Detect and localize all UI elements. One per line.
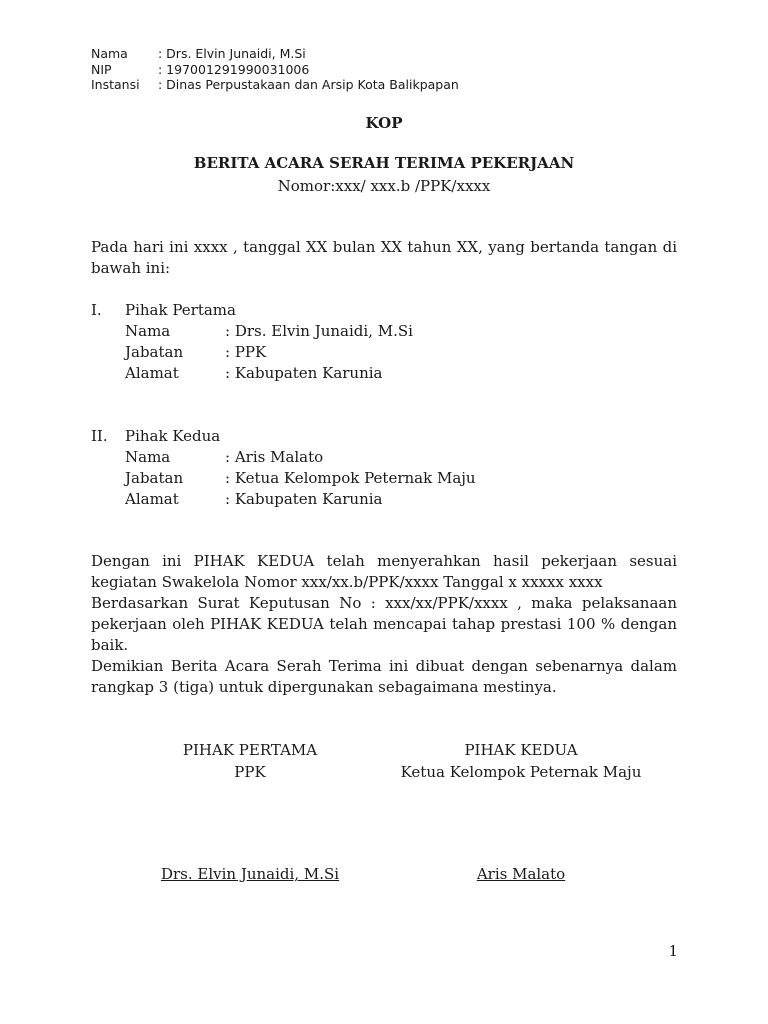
meta-row-nip: [91, 62, 459, 78]
signature-second-name: Aris Malato: [476, 865, 566, 883]
party-first-heading-row: [91, 300, 413, 321]
party-second-nama-value: : Aris Malato: [225, 448, 324, 466]
meta-instansi-label: Instansi: [91, 77, 140, 92]
party-second-number: II.: [91, 427, 108, 445]
party-second-jabatan-value: : Ketua Kelompok Peternak Maju: [225, 469, 476, 487]
party-first-heading: Pihak Pertama: [125, 301, 236, 319]
kop-heading: KOP: [365, 114, 403, 132]
party-second-jabatan-row: [125, 468, 476, 489]
party-first-alamat-value: : Kabupaten Karunia: [225, 364, 383, 382]
party-second-alamat-row: [125, 489, 476, 510]
meta-row-instansi: [91, 77, 459, 93]
party-first-nama-label: Nama: [125, 322, 171, 340]
party-second-nama-row: [125, 447, 476, 468]
party-second-alamat-value: : Kabupaten Karunia: [225, 490, 383, 508]
party-second-fields: [125, 447, 476, 510]
document-number: Nomor:xxx/ xxx.b /PPK/xxxx: [277, 177, 491, 195]
document-title: BERITA ACARA SERAH TERIMA PEKERJAAN: [193, 154, 575, 172]
meta-name-label: Nama: [91, 46, 128, 61]
party-first-jabatan-value: : PPK: [225, 343, 267, 361]
party-second-heading: Pihak Kedua: [125, 427, 221, 445]
party-first-alamat-label: Alamat: [125, 364, 179, 382]
party-second-nama-label: Nama: [125, 448, 171, 466]
meta-instansi-value: : Dinas Perpustakaan dan Arsip Kota Balikpapan: [158, 77, 459, 92]
party-first-nama-value: : Drs. Elvin Junaidi, M.Si: [225, 322, 413, 340]
party-first-number: I.: [91, 301, 102, 319]
party-second-alamat-label: Alamat: [125, 490, 179, 508]
signature-block-second: [391, 739, 651, 883]
body-paragraphs: [91, 551, 677, 698]
party-second: [91, 426, 476, 510]
intro-paragraph: [91, 237, 677, 279]
signature-first-title: PIHAK PERTAMA: [182, 741, 318, 759]
meta-name-value: : Drs. Elvin Junaidi, M.Si: [158, 46, 306, 61]
body-paragraph-decision: Berdasarkan Surat Keputusan No : xxx/xx/PPK/xxxx , maka pelaksanaan pekerjaan oleh PIHAK KEDUA telah mencapai tahap prestasi 100 % dengan baik.: [91, 594, 677, 654]
party-first-jabatan-row: [125, 342, 413, 363]
author-meta-block: [91, 46, 459, 93]
meta-nip-value: : 197001291990031006: [158, 61, 310, 77]
signature-second-title: PIHAK KEDUA: [464, 741, 578, 759]
party-first-nama-row: [125, 321, 413, 342]
signature-first-name: Drs. Elvin Junaidi, M.Si: [160, 865, 340, 883]
intro-text: Pada hari ini xxxx , tanggal XX bulan XX tahun XX, yang bertanda tangan di bawah ini:: [91, 238, 677, 277]
body-paragraph-handover: Dengan ini PIHAK KEDUA telah menyerahkan hasil pekerjaan sesuai kegiatan Swakelola Nomor xxx/xx.b/PPK/xxxx Tanggal x xxxxx xxxx: [91, 552, 677, 591]
party-first-fields: [125, 321, 413, 384]
party-first-jabatan-label: Jabatan: [125, 343, 184, 361]
party-first-alamat-row: [125, 363, 413, 384]
meta-nip-label: NIP: [91, 61, 112, 77]
body-paragraph-closing: Demikian Berita Acara Serah Terima ini dibuat dengan sebenarnya dalam rangkap 3 (tiga) untuk dipergunakan sebagaimana mestinya.: [91, 657, 677, 696]
meta-row-name: [91, 46, 459, 62]
party-second-heading-row: [91, 426, 476, 447]
party-first: [91, 300, 413, 384]
signature-second-role: Ketua Kelompok Peternak Maju: [400, 763, 642, 781]
party-second-jabatan-label: Jabatan: [125, 469, 184, 487]
page-number: 1: [668, 942, 678, 960]
signature-block-first: [120, 739, 380, 883]
signature-first-role: PPK: [234, 763, 266, 781]
